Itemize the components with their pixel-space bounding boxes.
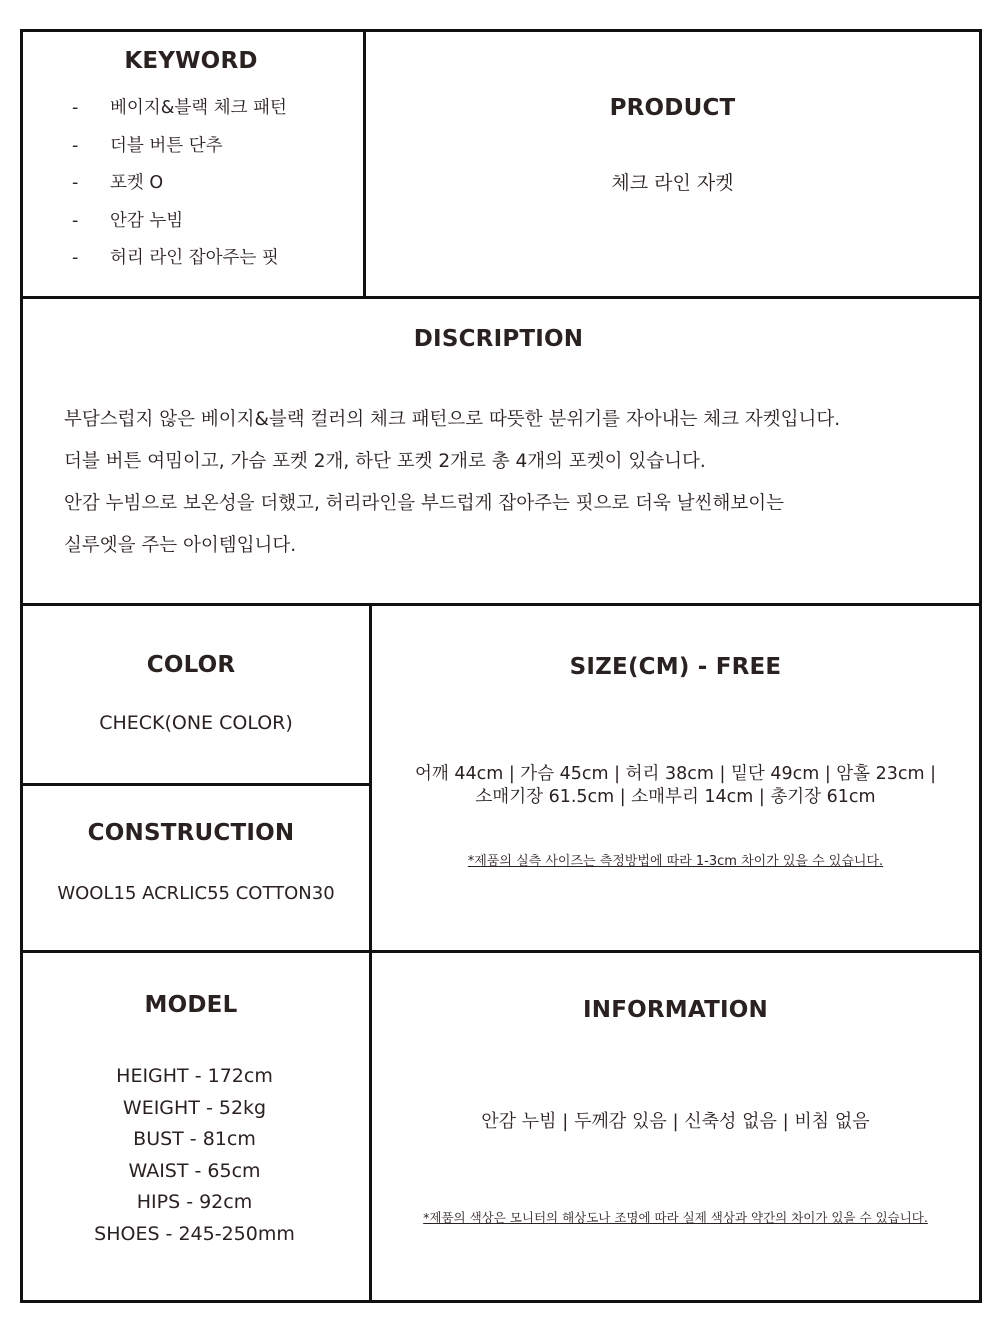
information-value: 안감 누빔 | 두께감 있음 | 신축성 없음 | 비침 없음 bbox=[481, 1111, 870, 1132]
size-title: SIZE(CM) - FREE bbox=[569, 654, 782, 680]
product-name: 체크 라인 자켓 bbox=[611, 172, 734, 194]
divider-description-section bbox=[20, 603, 982, 606]
list-item: WAIST - 65cm bbox=[128, 1159, 261, 1182]
list-item: HIPS - 92cm bbox=[136, 1191, 253, 1214]
size-line-2: 소매기장 61.5cm | 소매부리 14cm | 총기장 61cm bbox=[475, 787, 876, 807]
model-title: MODEL bbox=[144, 992, 238, 1018]
list-item: SHOES - 245-250mm bbox=[94, 1222, 295, 1245]
information-title: INFORMATION bbox=[583, 997, 768, 1023]
size-note: *제품의 실측 사이즈는 측정방법에 따라 1-3cm 차이가 있을 수 있습니다. bbox=[467, 854, 884, 869]
description-line: 더블 버튼 여밈이고, 가슴 포켓 2개, 하단 포켓 2개로 총 4개의 포켓이 있습니다. bbox=[64, 451, 706, 472]
list-item: - 더블 버튼 단추 bbox=[72, 135, 223, 156]
list-item: WEIGHT - 52kg bbox=[122, 1096, 267, 1119]
divider-color-construction bbox=[20, 783, 372, 786]
list-item: BUST - 81cm bbox=[133, 1128, 256, 1151]
size-line-1: 어깨 44cm | 가슴 45cm | 허리 38cm | 밑단 49cm | 암홀 23cm | bbox=[414, 764, 937, 784]
description-line: 안감 누빔으로 보온성을 더했고, 허리라인을 부드럽게 잡아주는 핏으로 더욱 날씬해보이는 bbox=[64, 493, 785, 514]
color-value: CHECK(ONE COLOR) bbox=[99, 712, 293, 734]
divider-top-section bbox=[20, 296, 982, 299]
description-body bbox=[64, 402, 974, 570]
construction-value: WOOL15 ACRLIC55 COTTON30 bbox=[57, 883, 335, 904]
color-title: COLOR bbox=[146, 652, 236, 678]
description-line: 실루엣을 주는 아이템입니다. bbox=[64, 535, 297, 556]
list-item: - 허리 라인 잡아주는 핏 bbox=[72, 248, 279, 268]
model-list bbox=[21, 1062, 368, 1252]
list-item: - 베이지&블랙 체크 패턴 bbox=[72, 98, 287, 118]
list-item: - 안감 누빔 bbox=[72, 210, 184, 231]
list-item: - 포켓 O bbox=[72, 173, 164, 193]
divider-keyword-product bbox=[363, 29, 366, 299]
construction-title: CONSTRUCTION bbox=[87, 820, 295, 846]
divider-bottom-section bbox=[20, 950, 982, 953]
description-title: DISCRIPTION bbox=[413, 326, 584, 352]
information-note: *제품의 색상은 모니터의 해상도나 조명에 따라 실제 색상과 약간의 차이가 있을 수 있습니다. bbox=[423, 1210, 928, 1225]
list-item: HEIGHT - 172cm bbox=[116, 1065, 273, 1087]
description-line: 부담스럽지 않은 베이지&블랙 컬러의 체크 패턴으로 따뜻한 분위기를 자아내는 체크 자켓입니다. bbox=[64, 409, 841, 430]
product-title: PRODUCT bbox=[609, 95, 736, 121]
keyword-title: KEYWORD bbox=[124, 48, 258, 74]
keyword-list bbox=[72, 95, 287, 283]
